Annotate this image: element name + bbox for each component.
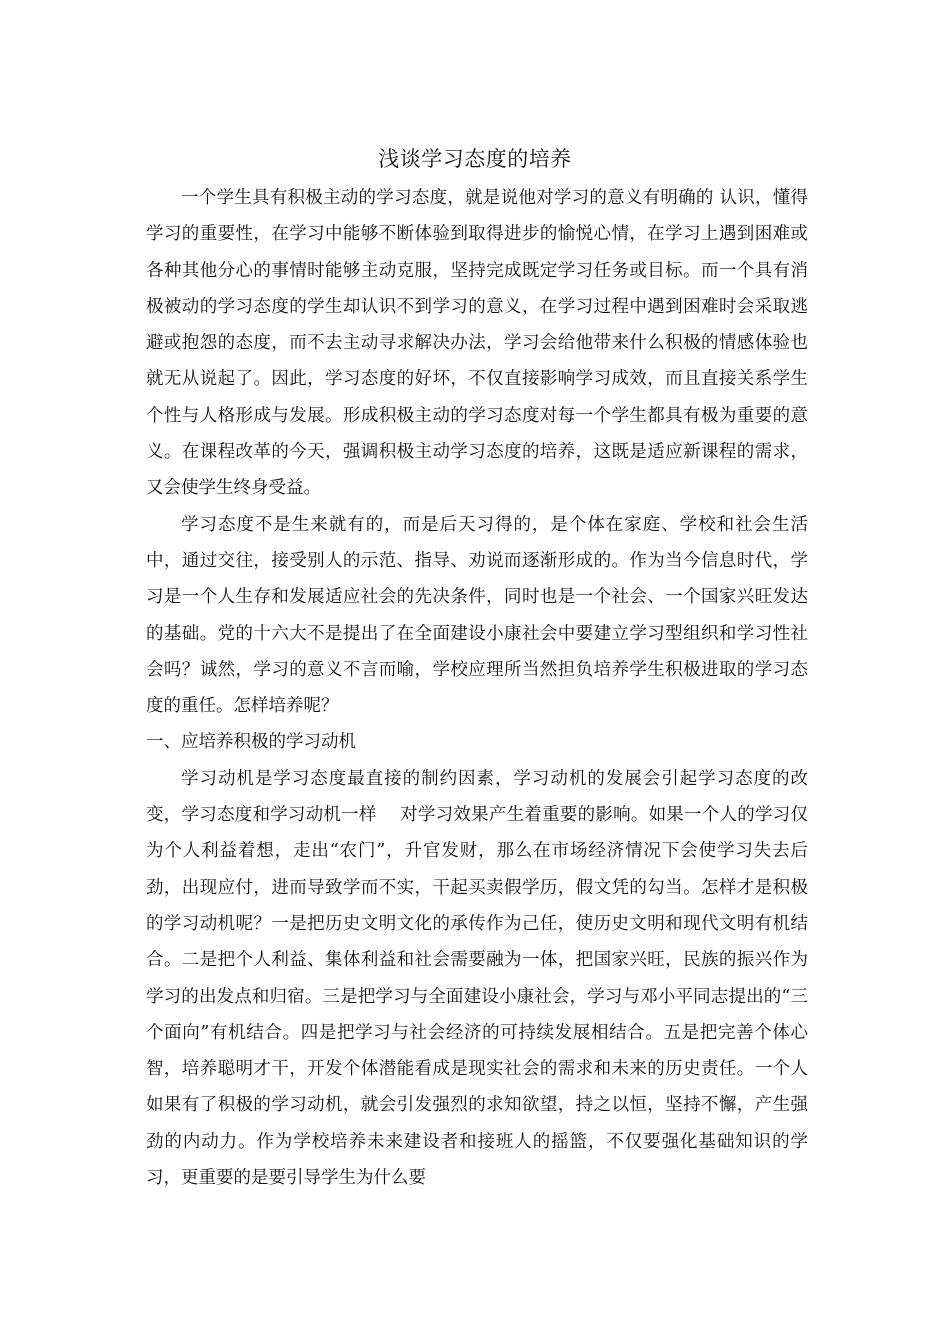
section-heading: 一、应培养积极的学习动机: [146, 732, 356, 753]
paragraph-origin: 学习态度不是生来就有的，而是后天习得的，是个体在家庭、学校和社会生活中，通过交往，接受别人的示范、指导、劝说而逐渐形成的。作为当今信息时代，学习是一个人生存和发展适应社会的先决条件，同时也是一个社会、一个国家兴旺发达的基础。党的十六大不是提出了在全面建设小康社会中要建立学习型组织和学习性社会吗？诚然，学习的意义不言而喻，学校应理所当然担负培养学生积极进取的学习态度的重任。怎样培养呢？: [146, 514, 808, 717]
document-title: 浅谈学习态度的培养: [378, 147, 572, 171]
document-body: [146, 180, 808, 1196]
paragraph-intro: 一个学生具有积极主动的学习态度，就是说他对学习的意义有明确的 认识，懂得学习的重要性，在学习中能够不断体验到取得进步的愉悦心情，在学习上遇到困难或各种其他分心的事情时能够主动克服，坚持完成既定学习任务或目标。而一个具有消极被动的学习态度的学生却认识不到学习的意义，在学习过程中遇到困难时会采取逃避或抱怨的态度，而不去主动寻求解决办法，学习会给他带来什么积极的情感体验也就无从说起了。因此，学习态度的好坏，不仅直接影响学习成效，而且直接关系学生个性与人格形成与发展。形成积极主动的学习态度对每一个学生都具有极为重要的意义。在课程改革的今天，强调积极主动学习态度的培养，这既是适应新课程的需求，又会使学生终身受益。: [146, 188, 808, 499]
paragraph-motivation: 学习动机是学习态度最直接的制约因素，学习动机的发展会引起学习态度的改变，学习态度和学习动机一样 对学习效果产生着重要的影响。如果一个人的学习仅为个人利益着想，走出“农门”，升官发财，那么在市场经济情况下会使学习失去后劲，出现应付，进而导致学而不实，干起买卖假学历，假文凭的勾当。怎样才是积极的学习动机呢？一是把历史文明文化的承传作为己任，使历史文明和现代文明有机结合。二是把个人利益、集体利益和社会需要融为一体，把国家兴旺，民族的振兴作为学习的出发点和归宿。三是把学习与全面建设小康社会，学习与邓小平同志提出的“三个面向”有机结合。四是把学习与社会经济的可持续发展相结合。五是把完善个体心智，培养聪明才干，开发个体潜能看成是现实社会的需求和未来的历史责任。一个人如果有了积极的学习动机，就会引发强烈的求知欲望，持之以恒，坚持不懈，产生强劲的内动力。作为学校培养未来建设者和接班人的摇篮，不仅要强化基础知识的学习，更重要的是要引导学生为什么要: [146, 768, 808, 1189]
